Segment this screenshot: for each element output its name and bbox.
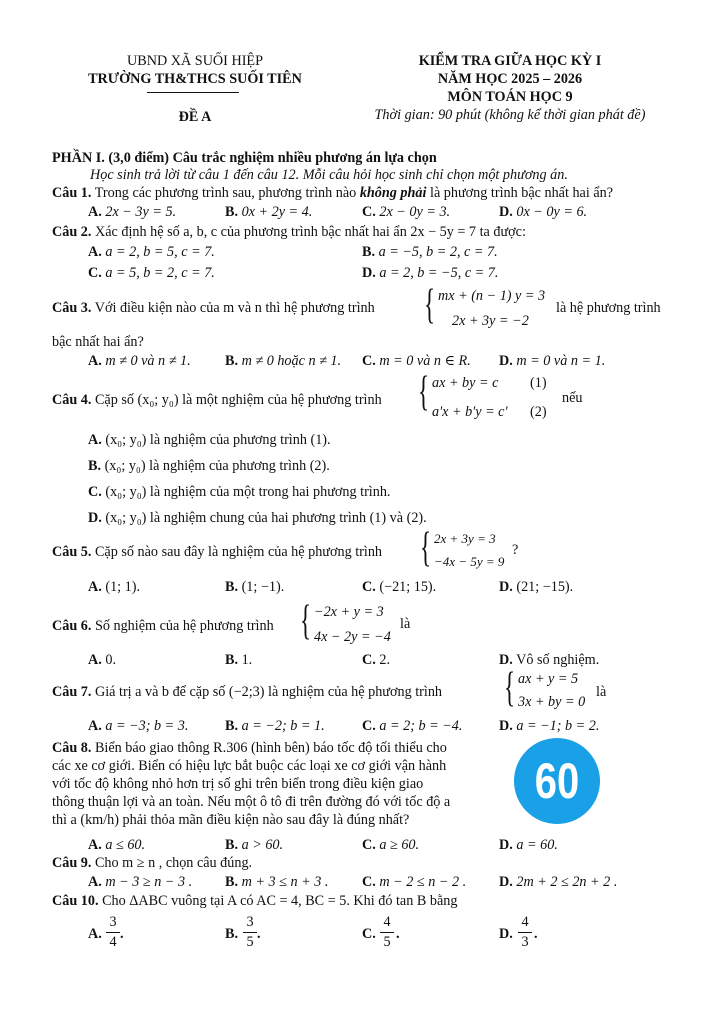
question-8 bbox=[52, 739, 447, 757]
q5-eq2: −4x − 5y = 9 bbox=[434, 554, 505, 569]
q6-system-brace: { bbox=[300, 598, 312, 644]
question-5 bbox=[52, 543, 382, 561]
q4-eq2-number: (2) bbox=[530, 404, 547, 420]
q4-label: Câu 4. bbox=[52, 392, 92, 408]
q7-option-d[interactable]: D. a = −1; b = 2. bbox=[499, 718, 600, 734]
question-1 bbox=[52, 184, 613, 202]
q10-option-b-fraction: 3 5 bbox=[243, 914, 257, 951]
q10-label: Câu 10. bbox=[52, 893, 99, 909]
q7-eq1: ax + y = 5 bbox=[518, 671, 579, 687]
q3-option-d[interactable]: D. m = 0 và n = 1. bbox=[499, 353, 606, 369]
speed-sign-image bbox=[514, 738, 600, 824]
q3-option-b[interactable]: B. m ≠ 0 hoặc n ≠ 1. bbox=[225, 353, 342, 369]
q8-line3: với tốc độ không nhỏ hơn trị số ghi trên biển trong điều kiện giao bbox=[52, 776, 424, 792]
subject: MÔN TOÁN HỌC 9 bbox=[447, 89, 573, 105]
question-2 bbox=[52, 223, 526, 241]
q3-label: Câu 3. bbox=[52, 300, 92, 316]
q4-option-d[interactable]: D. (x₀; y₀) là nghiệm chung của hai phương trình (1) và (2). bbox=[88, 510, 427, 526]
q7-text: Giá trị a và b để cặp số (−2;3) là nghiệm của hệ phương trình bbox=[94, 684, 443, 700]
q4-text: Cặp số (x₀; y₀) là một nghiệm của hệ phương trình bbox=[94, 392, 382, 408]
speed-sign-value: 60 bbox=[534, 753, 580, 809]
q2-label: Câu 2. bbox=[52, 224, 92, 240]
q9-option-a[interactable]: A. m − 3 ≥ n − 3 . bbox=[88, 874, 193, 890]
exam-duration: Thời gian: 90 phút (không kể thời gian phát đề) bbox=[374, 107, 646, 123]
q7-eq2: 3x + by = 0 bbox=[518, 694, 586, 710]
q1-text-end: là phương trình bậc nhất hai ẩn? bbox=[426, 185, 614, 201]
q5-text: Cặp số nào sau đây là nghiệm của hệ phương trình bbox=[94, 544, 383, 560]
q2-option-c[interactable]: C. a = 5, b = 2, c = 7. bbox=[88, 265, 215, 281]
q3-text-after: là hệ phương trình bbox=[556, 300, 661, 316]
q3-text-cont: bậc nhất hai ẩn? bbox=[52, 334, 144, 350]
q10-option-a[interactable]: A. bbox=[88, 926, 102, 942]
q7-label: Câu 7. bbox=[52, 684, 92, 700]
q3-text: Với điều kiện nào của m và n thì hệ phương trình bbox=[94, 300, 375, 316]
q4-eq1-number: (1) bbox=[530, 375, 547, 391]
q1-option-c[interactable]: C. 2x − 0y = 3. bbox=[362, 204, 451, 220]
q10-option-d[interactable]: D. bbox=[499, 926, 513, 942]
q1-emphasis: không phải bbox=[359, 185, 427, 201]
question-9 bbox=[52, 854, 252, 872]
q6-eq2: 4x − 2y = −4 bbox=[314, 629, 391, 645]
q6-text-after: là bbox=[400, 616, 411, 632]
q10-option-a-dot: . bbox=[120, 926, 124, 942]
q3-system-brace: { bbox=[424, 282, 436, 328]
q4-system-brace: { bbox=[418, 369, 430, 415]
q6-option-c[interactable]: C. 2. bbox=[362, 652, 390, 668]
q4-option-b[interactable]: B. (x₀; y₀) là nghiệm của phương trình (2). bbox=[88, 458, 330, 474]
q6-option-d[interactable]: D. Vô số nghiệm. bbox=[499, 652, 600, 668]
school-district: UBND XÃ SUỐI HIỆP bbox=[127, 53, 263, 69]
q4-eq2: a'x + b'y = c' bbox=[432, 404, 508, 420]
q5-option-b[interactable]: B. (1; −1). bbox=[225, 579, 285, 595]
q10-option-b[interactable]: B. bbox=[225, 926, 239, 942]
q5-text-after: ? bbox=[512, 542, 519, 558]
question-4 bbox=[52, 391, 382, 409]
q10-option-c-dot: . bbox=[396, 926, 400, 942]
q7-option-a[interactable]: A. a = −3; b = 3. bbox=[88, 718, 189, 734]
q1-text: Trong các phương trình sau, phương trình nào bbox=[94, 185, 360, 201]
question-3 bbox=[52, 299, 375, 317]
q8-label: Câu 8. bbox=[52, 740, 92, 756]
q6-option-a[interactable]: A. 0. bbox=[88, 652, 116, 668]
q8-line2: các xe cơ giới. Biển có hiệu lực bắt buộc các loại xe cơ giới vận hành bbox=[52, 758, 447, 774]
q2-option-a[interactable]: A. a = 2, b = 5, c = 7. bbox=[88, 244, 215, 260]
q5-system-brace: { bbox=[420, 525, 432, 571]
q10-option-d-fraction: 4 3 bbox=[518, 914, 532, 951]
q4-eq1: ax + by = c bbox=[432, 375, 499, 391]
q6-eq1: −2x + y = 3 bbox=[314, 604, 384, 620]
exam-code: ĐỀ A bbox=[178, 109, 212, 125]
q1-label: Câu 1. bbox=[52, 185, 92, 201]
q5-label: Câu 5. bbox=[52, 544, 92, 560]
q8-option-b[interactable]: B. a > 60. bbox=[225, 837, 284, 853]
q9-option-c[interactable]: C. m − 2 ≤ n − 2 . bbox=[362, 874, 467, 890]
q10-option-c[interactable]: C. bbox=[362, 926, 376, 942]
question-10 bbox=[52, 892, 457, 910]
q4-option-a[interactable]: A. (x₀; y₀) là nghiệm của phương trình (1). bbox=[88, 432, 331, 448]
q5-eq1: 2x + 3y = 3 bbox=[434, 531, 496, 546]
q8-line5: thì a (km/h) phải thỏa mãn điều kiện nào sau đây là đúng nhất? bbox=[52, 812, 410, 828]
q9-label: Câu 9. bbox=[52, 855, 92, 871]
q6-text: Số nghiệm của hệ phương trình bbox=[94, 618, 274, 634]
school-year: NĂM HỌC 2025 – 2026 bbox=[437, 71, 583, 87]
q8-option-c[interactable]: C. a ≥ 60. bbox=[362, 837, 420, 853]
q6-option-b[interactable]: B. 1. bbox=[225, 652, 253, 668]
q10-option-a-fraction: 3 4 bbox=[106, 914, 120, 951]
q8-option-d[interactable]: D. a = 60. bbox=[499, 837, 558, 853]
q7-option-b[interactable]: B. a = −2; b = 1. bbox=[225, 718, 325, 734]
q3-option-c[interactable]: C. m = 0 và n ∈ R. bbox=[362, 353, 471, 369]
q10-option-c-fraction: 4 5 bbox=[380, 914, 394, 951]
exam-title: KIỂM TRA GIỮA HỌC KỲ I bbox=[418, 53, 602, 69]
part1-instruction: Học sinh trả lời từ câu 1 đến câu 12. Mỗi câu hỏi học sinh chỉ chọn một phương án. bbox=[90, 167, 568, 183]
q2-option-d[interactable]: D. a = 2, b = −5, c = 7. bbox=[362, 265, 499, 281]
q10-text: Cho ΔABC vuông tại A có AC = 4, BC = 5. Khi đó tan B bằng bbox=[102, 893, 458, 909]
q10-option-b-dot: . bbox=[257, 926, 261, 942]
q9-text: Cho m ≥ n , chọn câu đúng. bbox=[94, 855, 253, 871]
q10-option-d-dot: . bbox=[534, 926, 538, 942]
q4-text-after: nếu bbox=[562, 390, 583, 406]
q5-option-d[interactable]: D. (21; −15). bbox=[499, 579, 574, 595]
q5-option-a[interactable]: A. (1; 1). bbox=[88, 579, 141, 595]
q7-option-c[interactable]: C. a = 2; b = −4. bbox=[362, 718, 463, 734]
q5-option-c[interactable]: C. (−21; 15). bbox=[362, 579, 437, 595]
q3-eq1: mx + (n − 1) y = 3 bbox=[438, 288, 546, 304]
q7-text-after: là bbox=[596, 684, 607, 700]
q8-line1: Biển báo giao thông R.306 (hình bên) báo tốc độ tối thiểu cho bbox=[94, 740, 447, 756]
q2-text: Xác định hệ số a, b, c của phương trình bậc nhất hai ẩn 2x − 5y = 7 ta được: bbox=[94, 224, 526, 240]
q6-label: Câu 6. bbox=[52, 618, 92, 634]
q9-option-b[interactable]: B. m + 3 ≤ n + 3 . bbox=[225, 874, 329, 890]
q3-option-a[interactable]: A. m ≠ 0 và n ≠ 1. bbox=[88, 353, 191, 369]
q8-line4: thông thuận lợi và an toàn. Nếu một ô tô đi trên đường đó với tốc độ a bbox=[52, 794, 451, 810]
q4-option-c[interactable]: C. (x₀; y₀) là nghiệm của một trong hai phương trình. bbox=[88, 484, 391, 500]
q9-option-d[interactable]: D. 2m + 2 ≤ 2n + 2 . bbox=[499, 874, 618, 890]
question-7 bbox=[52, 683, 442, 701]
q1-option-d[interactable]: D. 0x − 0y = 6. bbox=[499, 204, 588, 220]
question-6 bbox=[52, 617, 274, 635]
header-underline bbox=[147, 92, 239, 93]
q1-option-b[interactable]: B. 0x + 2y = 4. bbox=[225, 204, 313, 220]
q3-eq2: 2x + 3y = −2 bbox=[452, 313, 529, 329]
q2-option-b[interactable]: B. a = −5, b = 2, c = 7. bbox=[362, 244, 498, 260]
q7-system-brace: { bbox=[504, 665, 516, 711]
school-name: TRƯỜNG TH&THCS SUỐI TIÊN bbox=[88, 71, 302, 87]
part1-title: PHẦN I. (3,0 điểm) Câu trắc nghiệm nhiều phương án lựa chọn bbox=[52, 150, 437, 166]
q8-option-a[interactable]: A. a ≤ 60. bbox=[88, 837, 146, 853]
q1-option-a[interactable]: A. 2x − 3y = 5. bbox=[88, 204, 177, 220]
